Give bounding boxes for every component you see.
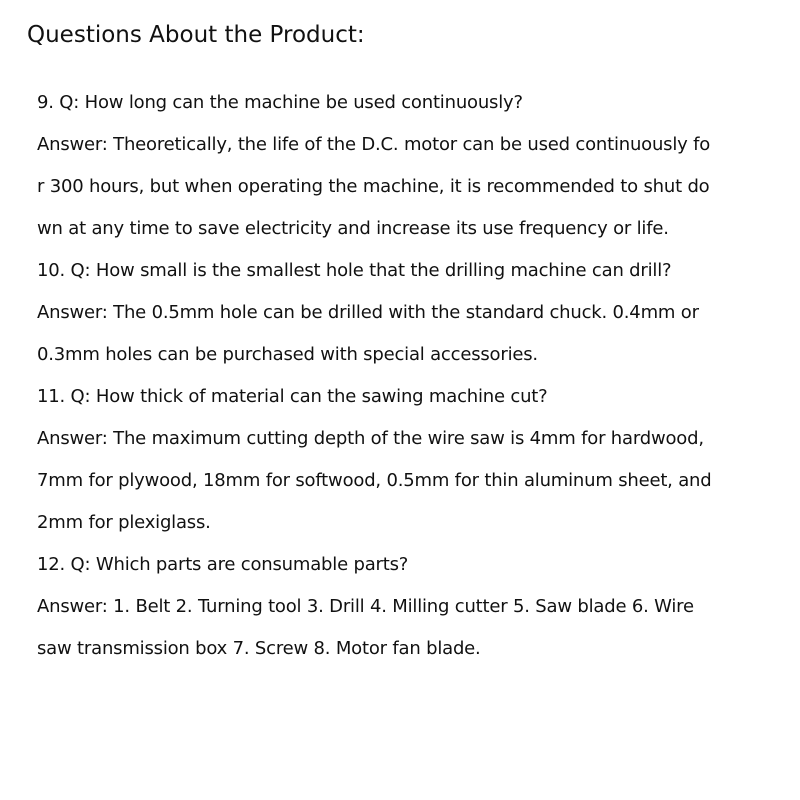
faq-answer-9-line-2: r 300 hours, but when operating the machine, it is recommended to shut do <box>37 176 710 197</box>
faq-answer-12-line-2: saw transmission box 7. Screw 8. Motor fan blade. <box>37 638 481 659</box>
faq-answer-11-line-2: 7mm for plywood, 18mm for softwood, 0.5mm for thin aluminum sheet, and <box>37 470 712 491</box>
faq-answer-10-line-2: 0.3mm holes can be purchased with special accessories. <box>37 344 538 365</box>
faq-question-12: 12. Q: Which parts are consumable parts? <box>37 554 409 575</box>
faq-answer-9-line-3: wn at any time to save electricity and increase its use frequency or life. <box>37 218 669 239</box>
faq-answer-10-line-1: Answer: The 0.5mm hole can be drilled with the standard chuck. 0.4mm or <box>37 302 699 323</box>
faq-answer-9-line-1: Answer: Theoretically, the life of the D.C. motor can be used continuously fo <box>37 134 711 155</box>
faq-answer-12-line-1: Answer: 1. Belt 2. Turning tool 3. Drill 4. Milling cutter 5. Saw blade 6. Wire <box>37 596 694 617</box>
faq-answer-11-line-1: Answer: The maximum cutting depth of the wire saw is 4mm for hardwood, <box>37 428 704 449</box>
page-title: Questions About the Product: <box>27 22 365 48</box>
faq-question-11: 11. Q: How thick of material can the sawing machine cut? <box>37 386 548 407</box>
faq-question-10: 10. Q: How small is the smallest hole that the drilling machine can drill? <box>37 260 672 281</box>
faq-question-9: 9. Q: How long can the machine be used continuously? <box>37 92 523 113</box>
faq-answer-11-line-3: 2mm for plexiglass. <box>37 512 211 533</box>
